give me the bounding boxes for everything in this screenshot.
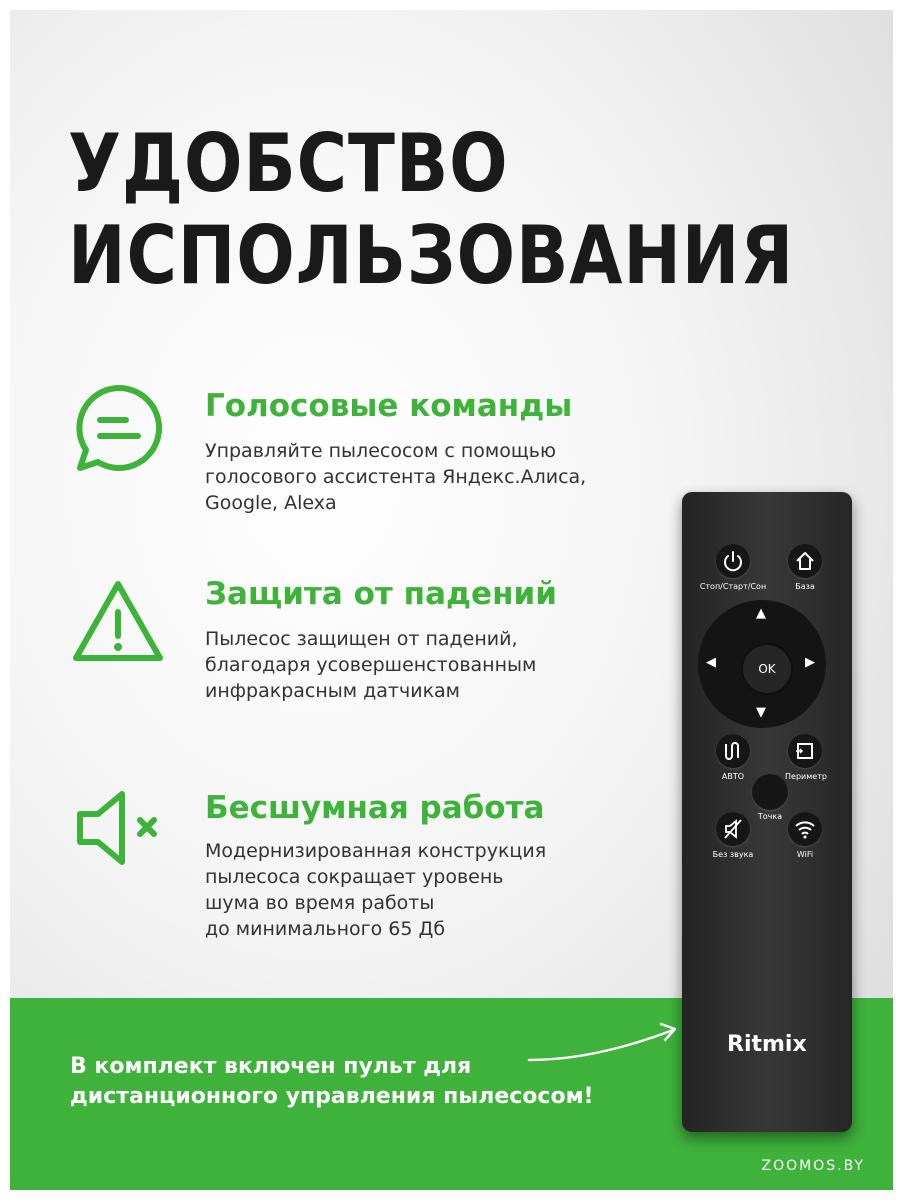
- arrow-icon: [525, 1010, 685, 1070]
- feature-description: Управляйте пылесосом с помощью голосового ассистента Яндекс.Алиса, Google, Alexa: [205, 440, 587, 514]
- base-label: База: [795, 582, 815, 591]
- dpad: [698, 600, 826, 728]
- chat-bubble-icon: [68, 380, 168, 480]
- right-arrow-button[interactable]: ▶: [805, 655, 815, 670]
- left-arrow-button[interactable]: ◀: [706, 655, 716, 670]
- feature-title: Защита от падений: [205, 576, 557, 612]
- feature-title: Бесшумная работа: [205, 790, 545, 826]
- mute-label: Без звука: [712, 850, 754, 859]
- title-line-2: ИСПОЛЬЗОВАНИЯ: [68, 209, 795, 302]
- wifi-icon: [788, 812, 822, 846]
- ok-button[interactable]: [743, 645, 791, 693]
- power-label: Стоп/Старт/Сон: [699, 582, 767, 591]
- product-card: [10, 10, 893, 1190]
- perimeter-label: Периметр: [785, 772, 827, 781]
- wifi-label: WiFi: [796, 850, 814, 859]
- feature-description: Модернизированная конструкция пылесоса сокращает уровень шума во время работы до минимального 65 Дб: [205, 840, 547, 940]
- perimeter-button[interactable]: [788, 734, 822, 768]
- speaker-mute-icon: [68, 778, 168, 878]
- feature-title: Голосовые команды: [205, 388, 573, 424]
- up-arrow-button[interactable]: ▲: [756, 606, 766, 621]
- feature-description: Пылесос защищен от падений, благодаря усовершенстованным инфракрасным датчикам: [205, 628, 537, 702]
- power-icon: [716, 544, 750, 578]
- remote-control: [682, 492, 852, 1132]
- page-title: [68, 118, 794, 302]
- ok-label: OK: [758, 662, 776, 676]
- mute-button[interactable]: [716, 812, 750, 846]
- watermark: ZOOMOS.BY: [761, 1158, 865, 1174]
- power-button[interactable]: [716, 544, 750, 578]
- spot-label: Точка: [757, 812, 783, 821]
- mute-icon: [716, 812, 750, 846]
- auto-label: АВТО: [721, 772, 745, 781]
- title-line-1: УДОБСТВО: [68, 117, 509, 210]
- perimeter-icon: [788, 734, 822, 768]
- brand-logo: Ritmix: [727, 1032, 807, 1057]
- banner-text: В комплект включен пульт для дистанционного управления пылесосом!: [70, 1054, 594, 1109]
- wifi-button[interactable]: [788, 812, 822, 846]
- home-icon: [788, 544, 822, 578]
- auto-button[interactable]: [716, 734, 750, 768]
- warning-triangle-icon: [68, 574, 168, 674]
- auto-mode-icon: [716, 734, 750, 768]
- spot-button[interactable]: [752, 774, 788, 810]
- down-arrow-button[interactable]: ▼: [756, 705, 766, 720]
- base-button[interactable]: [788, 544, 822, 578]
